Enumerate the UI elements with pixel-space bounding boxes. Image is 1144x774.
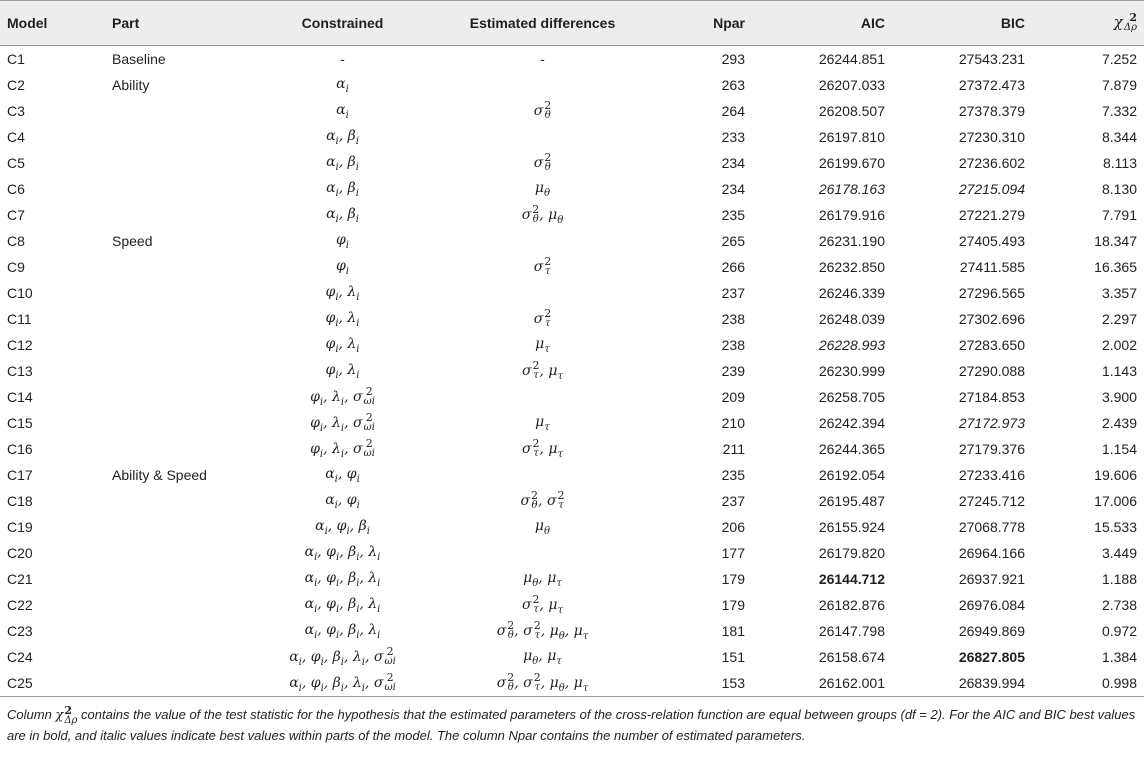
cell-model: C25 — [0, 670, 112, 697]
cell-aic: 26230.999 — [818, 363, 885, 379]
table-caption — [0, 705, 1144, 746]
cell-aic: 26144.712 — [818, 571, 885, 587]
cell-chi: 2.738 — [1101, 597, 1137, 613]
cell-npar: 265 — [721, 233, 745, 249]
cell-bic: 27236.602 — [958, 155, 1025, 171]
cell-part: Ability — [112, 77, 150, 93]
cell-chi: 3.357 — [1101, 285, 1137, 301]
cell-aic: 26246.339 — [818, 285, 885, 301]
cell-bic: 26949.869 — [958, 623, 1025, 639]
cell-constrained: $\varphi_i$ — [335, 231, 349, 251]
cell-chi: 3.449 — [1101, 545, 1137, 561]
cell-part — [112, 280, 260, 306]
cell-aic: 26248.039 — [818, 311, 885, 327]
cell-bic: 27302.696 — [958, 311, 1025, 327]
header-part: Part — [112, 1, 260, 46]
cell-estimated: σ 2 θ , σ 2 τ — [520, 489, 565, 511]
cell-part: Ability & Speed — [112, 467, 207, 483]
cell-chi: 7.791 — [1101, 207, 1137, 223]
cell-aic: 26258.705 — [818, 389, 885, 405]
cell-part — [112, 436, 260, 462]
cell-npar: 237 — [721, 493, 745, 509]
cell-part — [112, 254, 260, 280]
cell-model: C7 — [7, 207, 25, 223]
cell-constrained: $\alpha_i$ — [336, 75, 349, 95]
table-row — [0, 228, 1144, 254]
table-row — [0, 202, 1144, 228]
cell-aic: 26244.851 — [818, 51, 885, 67]
cell-constrained: $\alpha_i$, $\varphi_i$, $\beta_i$, $\lambda_i$ — [304, 621, 381, 641]
cell-model: C8 — [7, 233, 25, 249]
cell-npar: 239 — [721, 363, 745, 379]
cell-model: C12 — [7, 337, 33, 353]
cell-model: C2 — [7, 77, 25, 93]
cell-part: Baseline — [112, 51, 166, 67]
cell-chi: 8.113 — [1103, 155, 1137, 171]
cell-constrained: $\alpha_i$, $\beta_i$ — [326, 179, 359, 199]
cell-aic: 26228.993 — [818, 337, 885, 353]
cell-estimated: σ 2 θ , σ 2 τ , $\mu_\theta$, $\mu_\tau$ — [425, 670, 660, 697]
cell-constrained: $\varphi_i$, $\lambda_i$ — [325, 361, 360, 381]
cell-part — [112, 306, 260, 332]
cell-part — [112, 410, 260, 436]
cell-chi: 8.130 — [1101, 181, 1137, 197]
cell-constrained: $\alpha_i$, $\varphi_i$, $\beta_i$, $\lambda_i$ — [304, 543, 381, 563]
cell-estimated — [425, 228, 660, 254]
cell-npar: 266 — [721, 259, 745, 275]
header-estimated: Estimated differences — [425, 1, 660, 46]
cell-aic: 26207.033 — [818, 77, 885, 93]
cell-estimated: σ 2 θ — [533, 99, 552, 121]
cell-constrained: $\varphi_i$, $\lambda_i$ — [325, 335, 360, 355]
cell-model: C16 — [7, 441, 33, 457]
cell-bic: 27411.585 — [959, 259, 1025, 275]
cell-npar: 237 — [721, 285, 745, 301]
cell-part — [112, 150, 260, 176]
cell-estimated: σ 2 θ — [533, 151, 552, 173]
cell-bic: 27215.094 — [958, 181, 1025, 197]
cell-constrained: $\varphi_i$, $\lambda_i$ — [325, 309, 360, 329]
cell-npar: 177 — [721, 545, 745, 561]
cell-aic: 26162.001 — [745, 670, 885, 697]
cell-part — [112, 384, 260, 410]
cell-estimated: σ 2 τ , $\mu_\tau$ — [521, 592, 564, 616]
cell-part — [112, 670, 260, 697]
cell-npar: 210 — [721, 415, 745, 431]
cell-model: C6 — [7, 181, 25, 197]
cell-npar: 235 — [721, 207, 745, 223]
cell-chi: 7.879 — [1101, 77, 1137, 93]
cell-npar: 234 — [721, 155, 745, 171]
cell-bic: 27233.416 — [958, 467, 1025, 483]
table-row — [0, 462, 1144, 488]
cell-chi: 1.384 — [1101, 649, 1137, 665]
cell-bic: 27184.853 — [958, 389, 1025, 405]
cell-bic: 27283.650 — [958, 337, 1025, 353]
table-row — [0, 332, 1144, 358]
cell-estimated: σ 2 τ — [533, 307, 552, 329]
table-row — [0, 384, 1144, 410]
cell-part — [112, 592, 260, 618]
cell-chi: 7.332 — [1101, 103, 1137, 119]
cell-bic: 27172.973 — [958, 415, 1025, 431]
cell-aic: 26232.850 — [818, 259, 885, 275]
cell-part — [112, 514, 260, 540]
cell-aic: 26197.810 — [818, 129, 885, 145]
table-row — [0, 436, 1144, 462]
header-chi-square — [1025, 1, 1144, 46]
cell-estimated: $\mu_\theta$, $\mu_\tau$ — [523, 647, 562, 667]
cell-chi: 2.002 — [1101, 337, 1137, 353]
cell-part — [112, 488, 260, 514]
cell-bic: 27372.473 — [958, 77, 1025, 93]
cell-part — [112, 98, 260, 124]
cell-model: C4 — [7, 129, 25, 145]
cell-constrained: $\alpha_i$, $\varphi_i$, $\beta_i$, $\lambda_i$, σ 2 ωi — [289, 644, 396, 668]
cell-aic: 26158.674 — [818, 649, 885, 665]
cell-model: C14 — [7, 389, 33, 405]
cell-model: C19 — [7, 519, 33, 535]
cell-model: C15 — [7, 415, 33, 431]
cell-aic: 26179.820 — [818, 545, 885, 561]
cell-part — [112, 332, 260, 358]
cell-aic: 26199.670 — [818, 155, 885, 171]
header-aic: AIC — [745, 1, 885, 46]
cell-chi: 2.297 — [1101, 311, 1137, 327]
cell-estimated: σ 2 τ — [533, 255, 552, 277]
cell-npar: 209 — [721, 389, 745, 405]
cell-bic: 27179.376 — [958, 441, 1025, 457]
cell-estimated: $\mu_\theta$, $\mu_\tau$ — [523, 569, 562, 589]
table-row — [0, 176, 1144, 202]
cell-bic: 27221.279 — [958, 207, 1025, 223]
table-row — [0, 670, 1144, 697]
cell-aic: 26242.394 — [818, 415, 885, 431]
table-row — [0, 72, 1144, 98]
cell-model: C23 — [7, 623, 33, 639]
cell-aic: 26208.507 — [818, 103, 885, 119]
cell-model: C13 — [7, 363, 33, 379]
cell-part — [112, 566, 260, 592]
cell-part — [112, 618, 260, 644]
cell-npar: 264 — [721, 103, 745, 119]
cell-chi: 15.533 — [1094, 519, 1137, 535]
cell-constrained: $\alpha_i$, $\varphi_i$, $\beta_i$, $\lambda_i$ — [304, 569, 381, 589]
header-row — [0, 1, 1144, 46]
cell-model: C10 — [7, 285, 33, 301]
cell-chi: 3.900 — [1101, 389, 1137, 405]
table-row — [0, 98, 1144, 124]
cell-bic: 26827.805 — [958, 649, 1025, 665]
cell-constrained: - — [340, 51, 345, 67]
cell-npar: 293 — [721, 51, 745, 67]
cell-part — [112, 644, 260, 670]
cell-npar: 238 — [721, 337, 745, 353]
table-row — [0, 306, 1144, 332]
cell-aic: 26192.054 — [818, 467, 885, 483]
cell-constrained: $\alpha_i$, $\varphi_i$, $\beta_i$, $\lambda_i$, σ 2 ωi — [260, 670, 425, 697]
cell-bic: 27405.493 — [958, 233, 1025, 249]
cell-constrained: $\alpha_i$, $\varphi_i$ — [325, 491, 360, 511]
cell-estimated — [425, 72, 660, 98]
cell-estimated: σ 2 τ , $\mu_\tau$ — [521, 358, 564, 382]
cell-constrained: $\alpha_i$, $\beta_i$ — [326, 127, 359, 147]
cell-bic: 26937.921 — [958, 571, 1025, 587]
table-row — [0, 592, 1144, 618]
cell-chi: 1.154 — [1101, 441, 1137, 457]
cell-part — [112, 358, 260, 384]
table-row — [0, 618, 1144, 644]
cell-part — [112, 540, 260, 566]
table-row — [0, 540, 1144, 566]
cell-aic: 26195.487 — [818, 493, 885, 509]
cell-estimated — [425, 462, 660, 488]
cell-npar: 235 — [721, 467, 745, 483]
cell-estimated: - — [540, 51, 545, 67]
cell-part — [112, 176, 260, 202]
table-row — [0, 410, 1144, 436]
cell-aic: 26231.190 — [818, 233, 885, 249]
cell-part — [112, 202, 260, 228]
cell-constrained: $\varphi_i$, $\lambda_i$, σ 2 ωi — [310, 436, 375, 460]
cell-model: C3 — [7, 103, 25, 119]
cell-model: C5 — [7, 155, 25, 171]
table-row — [0, 358, 1144, 384]
cell-estimated — [425, 384, 660, 410]
cell-constrained: $\varphi_i$, $\lambda_i$ — [325, 283, 360, 303]
cell-estimated: σ 2 θ , σ 2 τ , $\mu_\theta$, $\mu_\tau$ — [496, 618, 589, 642]
cell-constrained: $\alpha_i$ — [336, 101, 349, 121]
cell-model: C21 — [7, 571, 33, 587]
cell-constrained: $\alpha_i$, $\varphi_i$, $\beta_i$ — [315, 517, 370, 537]
cell-npar: 263 — [721, 77, 745, 93]
cell-chi: 0.998 — [1025, 670, 1144, 697]
chi-square-symbol: χ 2 Δρ — [1113, 11, 1137, 33]
cell-bic: 27543.231 — [958, 51, 1025, 67]
cell-bic: 27290.088 — [958, 363, 1025, 379]
cell-constrained: $\varphi_i$, $\lambda_i$, σ 2 ωi — [310, 410, 375, 434]
cell-part — [112, 124, 260, 150]
cell-model: C11 — [7, 311, 32, 327]
cell-npar: 179 — [721, 597, 745, 613]
cell-bic: 27296.565 — [958, 285, 1025, 301]
caption-chi-symbol: χ 2 Δρ — [55, 703, 78, 726]
cell-bic: 26976.084 — [958, 597, 1025, 613]
cell-model: C1 — [7, 51, 25, 67]
cell-constrained: $\alpha_i$, $\beta_i$ — [326, 205, 359, 225]
cell-npar: 181 — [721, 623, 745, 639]
cell-model: C9 — [7, 259, 25, 275]
cell-npar: 151 — [721, 649, 745, 665]
cell-constrained: $\varphi_i$, $\lambda_i$, σ 2 ωi — [310, 384, 375, 408]
cell-chi: 18.347 — [1094, 233, 1137, 249]
cell-aic: 26182.876 — [818, 597, 885, 613]
cell-bic: 27230.310 — [958, 129, 1025, 145]
cell-bic: 27068.778 — [958, 519, 1025, 535]
cell-npar: 233 — [721, 129, 745, 145]
cell-constrained: $\alpha_i$, $\varphi_i$ — [325, 465, 360, 485]
table-row — [0, 46, 1144, 73]
header-model: Model — [0, 1, 112, 46]
cell-estimated — [425, 540, 660, 566]
cell-constrained: $\alpha_i$, $\varphi_i$, $\beta_i$, $\lambda_i$ — [304, 595, 381, 615]
header-constrained: Constrained — [260, 1, 425, 46]
caption-text-start: Column — [7, 707, 56, 722]
cell-constrained: $\alpha_i$, $\beta_i$ — [326, 153, 359, 173]
cell-model: C17 — [7, 467, 33, 483]
caption-text-body: contains the value of the test statistic for the hypothesis that the estimated parameters of the cross-relation function are equal between groups (df = 2). For the AIC and BIC best values are in bold, and italic values indicate best values within parts of the model. The column Npar contains the number of estimated parameters. — [7, 707, 1136, 743]
cell-model: C20 — [7, 545, 33, 561]
cell-part: Speed — [112, 233, 153, 249]
cell-chi: 0.972 — [1101, 623, 1137, 639]
cell-model: C22 — [7, 597, 33, 613]
cell-chi: 1.188 — [1101, 571, 1137, 587]
cell-chi: 1.143 — [1101, 363, 1137, 379]
table-row — [0, 644, 1144, 670]
header-npar: Npar — [660, 1, 745, 46]
header-bic: BIC — [885, 1, 1025, 46]
cell-model: C18 — [7, 493, 33, 509]
cell-chi: 17.006 — [1094, 493, 1137, 509]
table-row — [0, 488, 1144, 514]
table-row — [0, 514, 1144, 540]
cell-estimated: $\mu_\tau$ — [535, 413, 550, 433]
cell-npar: 206 — [721, 519, 745, 535]
table-body — [0, 46, 1144, 697]
cell-bic: 27245.712 — [958, 493, 1025, 509]
cell-chi: 2.439 — [1101, 415, 1137, 431]
cell-bic: 26839.994 — [885, 670, 1025, 697]
cell-npar: 179 — [721, 571, 745, 587]
cell-aic: 26179.916 — [818, 207, 885, 223]
cell-constrained: $\varphi_i$ — [335, 257, 349, 277]
cell-estimated — [425, 280, 660, 306]
cell-npar: 211 — [722, 441, 745, 457]
cell-estimated: $\mu_\theta$ — [534, 517, 551, 537]
cell-aic: 26155.924 — [818, 519, 885, 535]
table-row — [0, 150, 1144, 176]
table-row — [0, 566, 1144, 592]
cell-chi: 19.606 — [1094, 467, 1137, 483]
cell-model: C24 — [7, 649, 33, 665]
cell-aic: 26244.365 — [818, 441, 885, 457]
table-row — [0, 280, 1144, 306]
cell-estimated: σ 2 θ , $\mu_\theta$ — [521, 202, 564, 226]
cell-estimated: $\mu_\theta$ — [534, 179, 551, 199]
cell-npar: 238 — [721, 311, 745, 327]
cell-npar: 234 — [721, 181, 745, 197]
cell-estimated: $\mu_\tau$ — [535, 335, 550, 355]
cell-bic: 27378.379 — [958, 103, 1025, 119]
cell-aic: 26178.163 — [818, 181, 885, 197]
cell-estimated: σ 2 τ , $\mu_\tau$ — [521, 436, 564, 460]
cell-chi: 7.252 — [1101, 51, 1137, 67]
table-row — [0, 124, 1144, 150]
cell-estimated — [425, 124, 660, 150]
table-row — [0, 254, 1144, 280]
cell-bic: 26964.166 — [958, 545, 1025, 561]
cell-aic: 26147.798 — [818, 623, 885, 639]
cell-npar: 153 — [660, 670, 745, 697]
cell-chi: 8.344 — [1101, 129, 1137, 145]
cell-chi: 16.365 — [1094, 259, 1137, 275]
